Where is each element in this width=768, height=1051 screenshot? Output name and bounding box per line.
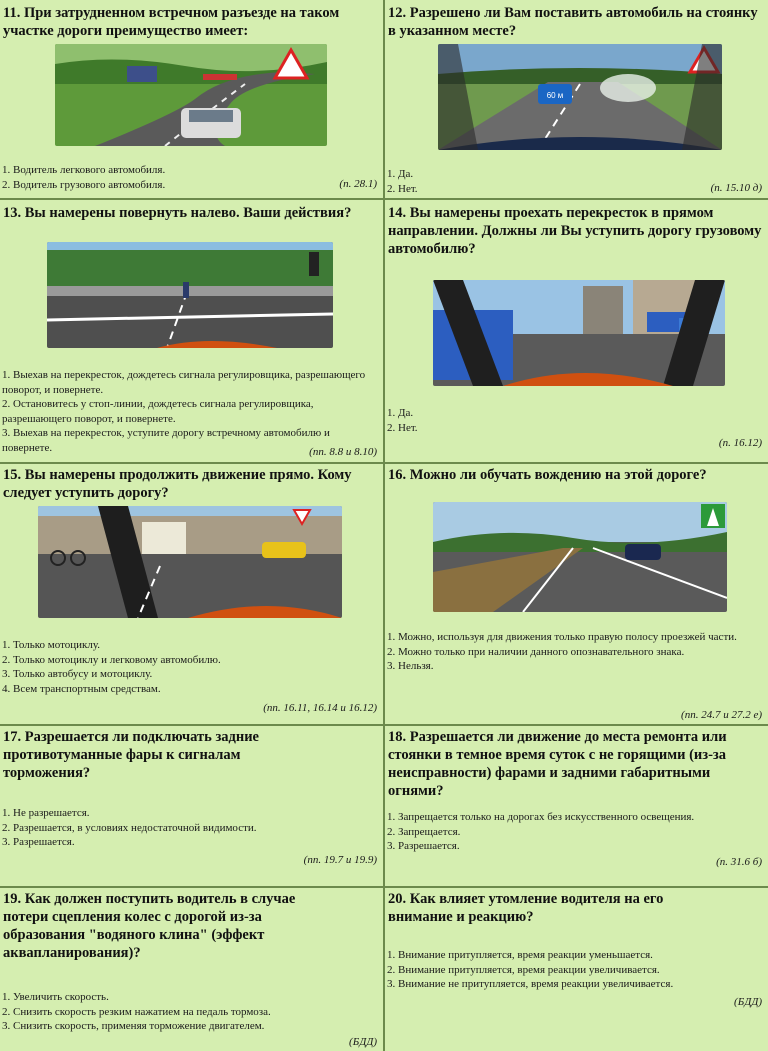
answer-list <box>2 638 379 696</box>
rule-reference: (п. 31.6 б) <box>716 856 762 868</box>
answer-list <box>2 806 379 850</box>
divider-horizontal <box>0 198 768 200</box>
question-card-13 <box>0 200 383 462</box>
answer-option[interactable]: 2. Разрешается, в условиях недостаточной видимости. <box>2 821 257 834</box>
question-text: 16. Можно ли обучать вождению на этой дороге? <box>388 467 707 483</box>
question-text: 19. Как должен поступить водитель в случае потери сцепления колес с дорогой из-за образования "водяного клина" (эффект аквапланирования)? <box>3 891 296 961</box>
rule-reference: (пп. 8.8 и 8.10) <box>309 446 377 458</box>
question-text: 11. При затрудненном встречном разъезде на таком участке дороги преимущество имеет: <box>3 5 340 39</box>
question-text: 12. Разрешено ли Вам поставить автомобиль на стоянку в указанном месте? <box>388 5 758 39</box>
question-text: 15. Вы намерены продолжить движение прямо. Кому следует уступить дорогу? <box>3 467 352 501</box>
answer-option[interactable]: 4. Всем транспортным средствам. <box>2 682 161 695</box>
answer-option[interactable]: 1. Да. <box>387 168 414 180</box>
rule-reference: (п. 28.1) <box>339 178 377 190</box>
answer-list <box>387 948 764 992</box>
illustration-intersection-truck <box>433 280 725 386</box>
answer-option[interactable]: 3. Внимание не притупляется, время реакции увеличивается. <box>387 978 674 990</box>
answer-option[interactable]: 2. Водитель грузового автомобиля. <box>2 178 166 191</box>
answer-list <box>2 368 379 455</box>
answer-option[interactable]: 3. Снизить скорость, применяя торможение двигателем. <box>2 1020 265 1032</box>
rule-reference: (п. 15.10 д) <box>710 182 762 194</box>
divider-horizontal <box>0 886 768 888</box>
question-card-14 <box>385 200 768 462</box>
illustration-intersection-motorcycle-bus <box>38 506 342 618</box>
answer-list <box>387 630 764 674</box>
divider-horizontal <box>0 724 768 726</box>
answer-list <box>387 167 764 196</box>
rule-reference: (пп. 19.7 и 19.9) <box>303 854 377 866</box>
answer-list <box>2 163 379 192</box>
rule-reference: (БДД) <box>734 996 762 1008</box>
answer-option[interactable]: 2. Нет. <box>387 182 418 195</box>
answer-option[interactable]: 1. Не разрешается. <box>2 807 90 819</box>
question-card-11 <box>0 0 383 198</box>
illustration-mountain-road <box>55 44 327 146</box>
question-card-20 <box>385 888 768 1051</box>
question-card-17 <box>0 726 383 886</box>
answer-list <box>387 406 764 435</box>
question-text: 13. Вы намерены повернуть налево. Ваши действия? <box>3 205 352 221</box>
answer-option[interactable]: 2. Можно только при наличии данного опознавательного знака. <box>387 645 685 658</box>
answer-option[interactable]: 1. Увеличить скорость. <box>2 991 109 1003</box>
rule-reference: (пп. 16.11, 16.14 и 16.12) <box>263 702 377 714</box>
question-card-12 <box>385 0 768 198</box>
rule-reference: (БДД) <box>349 1036 377 1048</box>
answer-option[interactable]: 3. Разрешается. <box>387 840 460 852</box>
answer-option[interactable]: 2. Запрещается. <box>387 825 461 838</box>
illustration-highway-sign <box>433 502 727 612</box>
question-text: 17. Разрешается ли подключать задние противотуманные фары к сигналам торможения? <box>3 729 259 781</box>
rule-reference: (пп. 24.7 и 27.2 е) <box>681 709 762 721</box>
answer-option[interactable]: 3. Нельзя. <box>387 660 434 672</box>
answer-option[interactable]: 1. Выехав на перекресток, дождетесь сигнала регулировщика, разрешающего поворот, и повернете. <box>2 369 366 396</box>
answer-option[interactable]: 1. Только мотоциклу. <box>2 639 101 651</box>
answer-option[interactable]: 1. Водитель легкового автомобиля. <box>2 164 166 176</box>
question-card-18 <box>385 726 768 886</box>
question-text: 20. Как влияет утомление водителя на его внимание и реакцию? <box>388 891 664 925</box>
question-card-16 <box>385 464 768 724</box>
rule-reference: (п. 16.12) <box>718 437 762 449</box>
answer-option[interactable]: 1. Внимание притупляется, время реакции уменьшается. <box>387 949 653 961</box>
distance-sign-text: 60 м <box>546 91 564 100</box>
question-card-15 <box>0 464 383 724</box>
answer-option[interactable]: 2. Нет. <box>387 421 418 434</box>
answer-option[interactable]: 1. Запрещается только на дорогах без искусственного освещения. <box>387 811 695 823</box>
answer-option[interactable]: 1. Да. <box>387 407 414 419</box>
answer-option[interactable]: 1. Можно, используя для движения только правую полосу проезжей части. <box>387 631 737 643</box>
question-card-19 <box>0 888 383 1051</box>
answer-option[interactable]: 3. Только автобусу и мотоциклу. <box>2 668 153 680</box>
illustration-windshield-view <box>438 44 722 150</box>
divider-vertical <box>383 0 385 1051</box>
illustration-intersection-traffic-controller <box>47 242 333 348</box>
divider-horizontal <box>0 462 768 464</box>
answer-option[interactable]: 2. Только мотоциклу и легковому автомобилю. <box>2 653 221 666</box>
answer-list <box>387 810 764 854</box>
answer-option[interactable]: 3. Выехав на перекресток, уступите дорогу встречному автомобилю и повернете. <box>2 427 330 454</box>
answer-option[interactable]: 2. Остановитесь у стоп-линии, дождетесь сигнала регулировщика, разрешающего поворот, и повернете. <box>2 398 314 425</box>
question-text: 14. Вы намерены проехать перекресток в прямом направлении. Должны ли Вы уступить дорогу грузовому автомобилю? <box>388 205 762 257</box>
answer-option[interactable]: 3. Разрешается. <box>2 836 75 848</box>
answer-list <box>2 990 379 1034</box>
answer-option[interactable]: 2. Снизить скорость резким нажатием на педаль тормоза. <box>2 1005 271 1018</box>
answer-option[interactable]: 2. Внимание притупляется, время реакции увеличивается. <box>387 963 660 976</box>
question-text: 18. Разрешается ли движение до места ремонта или стоянки в темное время суток с не горящими (из-за неисправности) фарами и задними габаритными огнями? <box>388 729 727 799</box>
